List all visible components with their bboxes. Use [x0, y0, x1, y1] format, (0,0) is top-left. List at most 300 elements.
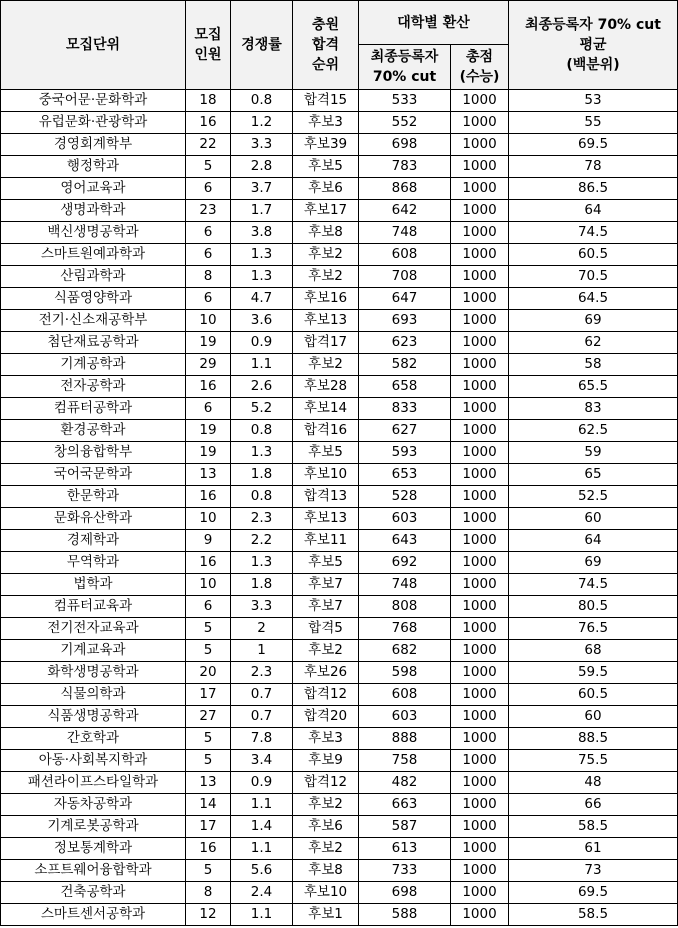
- cell-conv-cut: 647: [359, 288, 451, 310]
- cell-rank: 합격16: [293, 420, 359, 442]
- cell-conv-cut: 808: [359, 596, 451, 618]
- cell-rank: 후보6: [293, 816, 359, 838]
- table-row: [1, 816, 678, 838]
- cell-rate: 3.3: [231, 596, 293, 618]
- cell-quota: 16: [186, 376, 231, 398]
- table-row: [1, 596, 678, 618]
- cell-quota: 10: [186, 508, 231, 530]
- cell-rank: 후보2: [293, 266, 359, 288]
- cell-quota: 27: [186, 706, 231, 728]
- cell-unit: 영어교육과: [1, 178, 186, 200]
- cell-quota: 9: [186, 530, 231, 552]
- cell-avg: 80.5: [509, 596, 678, 618]
- cell-conv-cut: 733: [359, 860, 451, 882]
- cell-conv-cut: 758: [359, 750, 451, 772]
- cell-conv-cut: 888: [359, 728, 451, 750]
- cell-total: 1000: [451, 222, 509, 244]
- cell-avg: 68: [509, 640, 678, 662]
- cell-total: 1000: [451, 750, 509, 772]
- cell-rate: 4.7: [231, 288, 293, 310]
- cell-conv-cut: 698: [359, 134, 451, 156]
- cell-conv-cut: 587: [359, 816, 451, 838]
- table-row: [1, 332, 678, 354]
- cell-conv-cut: 682: [359, 640, 451, 662]
- cell-avg: 58: [509, 354, 678, 376]
- cell-total: 1000: [451, 464, 509, 486]
- cell-quota: 5: [186, 618, 231, 640]
- cell-avg: 64: [509, 530, 678, 552]
- cell-rank: 후보3: [293, 728, 359, 750]
- cell-avg: 64: [509, 200, 678, 222]
- cell-quota: 6: [186, 398, 231, 420]
- cell-rank: 후보2: [293, 244, 359, 266]
- cell-total: 1000: [451, 354, 509, 376]
- cell-unit: 건축공학과: [1, 882, 186, 904]
- header-unit: 모집단위: [1, 1, 186, 90]
- cell-quota: 6: [186, 244, 231, 266]
- cell-quota: 22: [186, 134, 231, 156]
- cell-rate: 3.8: [231, 222, 293, 244]
- table-row: [1, 684, 678, 706]
- cell-rate: 2.6: [231, 376, 293, 398]
- cell-unit: 전기전자교육과: [1, 618, 186, 640]
- table-row: [1, 574, 678, 596]
- cell-total: 1000: [451, 266, 509, 288]
- cell-rate: 7.8: [231, 728, 293, 750]
- cell-rank: 후보5: [293, 442, 359, 464]
- cell-avg: 74.5: [509, 574, 678, 596]
- cell-conv-cut: 608: [359, 244, 451, 266]
- cell-conv-cut: 693: [359, 310, 451, 332]
- cell-conv-cut: 533: [359, 90, 451, 112]
- cell-conv-cut: 582: [359, 354, 451, 376]
- table-row: [1, 860, 678, 882]
- cell-unit: 식품영양학과: [1, 288, 186, 310]
- cell-total: 1000: [451, 816, 509, 838]
- cell-rank: 후보39: [293, 134, 359, 156]
- table-row: [1, 200, 678, 222]
- cell-total: 1000: [451, 134, 509, 156]
- header-rate: 경쟁률: [231, 1, 293, 90]
- cell-quota: 8: [186, 266, 231, 288]
- cell-avg: 59.5: [509, 662, 678, 684]
- header-avg: 최종등록자 70% cut 평균 (백분위): [509, 1, 678, 90]
- cell-conv-cut: 653: [359, 464, 451, 486]
- cell-total: 1000: [451, 442, 509, 464]
- cell-rate: 1.8: [231, 464, 293, 486]
- cell-rate: 2.2: [231, 530, 293, 552]
- cell-avg: 73: [509, 860, 678, 882]
- table-header: [1, 1, 678, 90]
- table-row: [1, 134, 678, 156]
- cell-quota: 5: [186, 156, 231, 178]
- cell-total: 1000: [451, 332, 509, 354]
- cell-rank: 합격13: [293, 486, 359, 508]
- table-row: [1, 420, 678, 442]
- cell-rate: 3.7: [231, 178, 293, 200]
- cell-unit: 무역학과: [1, 552, 186, 574]
- cell-avg: 52.5: [509, 486, 678, 508]
- cell-total: 1000: [451, 244, 509, 266]
- table-row: [1, 794, 678, 816]
- cell-rank: 후보6: [293, 178, 359, 200]
- cell-rate: 5.6: [231, 860, 293, 882]
- cell-unit: 생명과학과: [1, 200, 186, 222]
- cell-avg: 69: [509, 310, 678, 332]
- cell-rate: 1.3: [231, 266, 293, 288]
- cell-rank: 합격15: [293, 90, 359, 112]
- cell-unit: 소프트웨어융합학과: [1, 860, 186, 882]
- cell-conv-cut: 748: [359, 222, 451, 244]
- table-row: [1, 486, 678, 508]
- cell-conv-cut: 833: [359, 398, 451, 420]
- cell-total: 1000: [451, 882, 509, 904]
- header-rank: 충원 합격 순위: [293, 1, 359, 90]
- cell-total: 1000: [451, 794, 509, 816]
- cell-avg: 74.5: [509, 222, 678, 244]
- table-row: [1, 728, 678, 750]
- cell-total: 1000: [451, 772, 509, 794]
- header-conv-group: 대학별 환산: [359, 1, 509, 45]
- cell-avg: 69.5: [509, 882, 678, 904]
- cell-avg: 55: [509, 112, 678, 134]
- cell-rank: 합격12: [293, 772, 359, 794]
- cell-rate: 0.9: [231, 772, 293, 794]
- cell-rank: 후보14: [293, 398, 359, 420]
- table-row: [1, 552, 678, 574]
- cell-unit: 환경공학과: [1, 420, 186, 442]
- cell-quota: 18: [186, 90, 231, 112]
- cell-unit: 유럽문화·관광학과: [1, 112, 186, 134]
- cell-quota: 16: [186, 552, 231, 574]
- cell-quota: 10: [186, 310, 231, 332]
- cell-total: 1000: [451, 904, 509, 926]
- cell-rank: 후보2: [293, 354, 359, 376]
- cell-total: 1000: [451, 200, 509, 222]
- table-row: [1, 662, 678, 684]
- cell-total: 1000: [451, 90, 509, 112]
- cell-rank: 후보9: [293, 750, 359, 772]
- table-row: [1, 376, 678, 398]
- cell-rate: 0.7: [231, 684, 293, 706]
- cell-rate: 2.4: [231, 882, 293, 904]
- cell-quota: 20: [186, 662, 231, 684]
- cell-conv-cut: 552: [359, 112, 451, 134]
- cell-total: 1000: [451, 596, 509, 618]
- cell-quota: 17: [186, 816, 231, 838]
- cell-total: 1000: [451, 376, 509, 398]
- cell-conv-cut: 783: [359, 156, 451, 178]
- cell-rate: 3.4: [231, 750, 293, 772]
- cell-rank: 후보2: [293, 838, 359, 860]
- cell-quota: 13: [186, 464, 231, 486]
- cell-conv-cut: 748: [359, 574, 451, 596]
- cell-quota: 12: [186, 904, 231, 926]
- cell-quota: 13: [186, 772, 231, 794]
- cell-total: 1000: [451, 310, 509, 332]
- cell-avg: 78: [509, 156, 678, 178]
- cell-rate: 1: [231, 640, 293, 662]
- cell-rate: 1.3: [231, 244, 293, 266]
- cell-avg: 75.5: [509, 750, 678, 772]
- cell-total: 1000: [451, 288, 509, 310]
- cell-total: 1000: [451, 530, 509, 552]
- cell-avg: 83: [509, 398, 678, 420]
- cell-unit: 전자공학과: [1, 376, 186, 398]
- cell-conv-cut: 588: [359, 904, 451, 926]
- cell-rate: 0.7: [231, 706, 293, 728]
- cell-quota: 23: [186, 200, 231, 222]
- cell-rate: 2.3: [231, 662, 293, 684]
- cell-rate: 1.2: [231, 112, 293, 134]
- cell-rank: 후보2: [293, 794, 359, 816]
- table-row: [1, 838, 678, 860]
- cell-unit: 백신생명공학과: [1, 222, 186, 244]
- cell-conv-cut: 482: [359, 772, 451, 794]
- table-row: [1, 442, 678, 464]
- cell-unit: 정보통계학과: [1, 838, 186, 860]
- cell-avg: 59: [509, 442, 678, 464]
- cell-unit: 아동·사회복지학과: [1, 750, 186, 772]
- cell-unit: 경제학과: [1, 530, 186, 552]
- cell-total: 1000: [451, 420, 509, 442]
- table-row: [1, 618, 678, 640]
- cell-rate: 1.4: [231, 816, 293, 838]
- cell-rate: 2.8: [231, 156, 293, 178]
- header-quota: 모집 인원: [186, 1, 231, 90]
- cell-unit: 간호학과: [1, 728, 186, 750]
- cell-avg: 86.5: [509, 178, 678, 200]
- cell-rate: 1.8: [231, 574, 293, 596]
- table-row: [1, 750, 678, 772]
- cell-rate: 1.7: [231, 200, 293, 222]
- cell-conv-cut: 768: [359, 618, 451, 640]
- cell-total: 1000: [451, 838, 509, 860]
- cell-unit: 국어국문학과: [1, 464, 186, 486]
- cell-avg: 58.5: [509, 816, 678, 838]
- cell-quota: 10: [186, 574, 231, 596]
- cell-quota: 19: [186, 420, 231, 442]
- cell-rate: 0.8: [231, 90, 293, 112]
- cell-rank: 후보7: [293, 574, 359, 596]
- cell-unit: 자동차공학과: [1, 794, 186, 816]
- cell-quota: 6: [186, 222, 231, 244]
- cell-unit: 전기·신소재공학부: [1, 310, 186, 332]
- table-row: [1, 772, 678, 794]
- table-row: [1, 706, 678, 728]
- cell-rank: 후보28: [293, 376, 359, 398]
- cell-rate: 0.8: [231, 486, 293, 508]
- cell-total: 1000: [451, 684, 509, 706]
- cell-total: 1000: [451, 508, 509, 530]
- cell-unit: 산림과학과: [1, 266, 186, 288]
- cell-rank: 합격5: [293, 618, 359, 640]
- cell-rate: 1.1: [231, 794, 293, 816]
- table-row: [1, 904, 678, 926]
- cell-unit: 기계공학과: [1, 354, 186, 376]
- cell-conv-cut: 603: [359, 508, 451, 530]
- cell-total: 1000: [451, 574, 509, 596]
- cell-conv-cut: 698: [359, 882, 451, 904]
- cell-unit: 중국어문·문화학과: [1, 90, 186, 112]
- cell-rate: 5.2: [231, 398, 293, 420]
- table-row: [1, 464, 678, 486]
- cell-quota: 14: [186, 794, 231, 816]
- cell-conv-cut: 658: [359, 376, 451, 398]
- cell-rank: 후보5: [293, 552, 359, 574]
- cell-avg: 70.5: [509, 266, 678, 288]
- cell-total: 1000: [451, 398, 509, 420]
- cell-rank: 후보7: [293, 596, 359, 618]
- cell-unit: 행정학과: [1, 156, 186, 178]
- table-row: [1, 354, 678, 376]
- cell-avg: 48: [509, 772, 678, 794]
- cell-conv-cut: 663: [359, 794, 451, 816]
- cell-avg: 88.5: [509, 728, 678, 750]
- cell-conv-cut: 598: [359, 662, 451, 684]
- cell-quota: 16: [186, 838, 231, 860]
- table-row: [1, 266, 678, 288]
- cell-rank: 후보11: [293, 530, 359, 552]
- cell-rank: 후보1: [293, 904, 359, 926]
- cell-conv-cut: 613: [359, 838, 451, 860]
- cell-rank: 후보13: [293, 508, 359, 530]
- cell-rank: 후보10: [293, 882, 359, 904]
- cell-quota: 19: [186, 332, 231, 354]
- cell-unit: 스마트원예과학과: [1, 244, 186, 266]
- cell-rank: 후보3: [293, 112, 359, 134]
- cell-rank: 후보5: [293, 156, 359, 178]
- cell-quota: 6: [186, 288, 231, 310]
- cell-total: 1000: [451, 552, 509, 574]
- cell-avg: 60.5: [509, 684, 678, 706]
- cell-unit: 경영회계학부: [1, 134, 186, 156]
- cell-rate: 2: [231, 618, 293, 640]
- cell-unit: 스마트센서공학과: [1, 904, 186, 926]
- cell-unit: 식품생명공학과: [1, 706, 186, 728]
- cell-quota: 29: [186, 354, 231, 376]
- table-row: [1, 882, 678, 904]
- cell-quota: 6: [186, 178, 231, 200]
- cell-total: 1000: [451, 860, 509, 882]
- table-row: [1, 156, 678, 178]
- cell-avg: 62: [509, 332, 678, 354]
- cell-rank: 후보8: [293, 222, 359, 244]
- cell-conv-cut: 603: [359, 706, 451, 728]
- cell-rank: 후보10: [293, 464, 359, 486]
- table-row: [1, 640, 678, 662]
- cell-unit: 컴퓨터공학과: [1, 398, 186, 420]
- cell-rank: 후보13: [293, 310, 359, 332]
- cell-conv-cut: 528: [359, 486, 451, 508]
- table-row: [1, 244, 678, 266]
- cell-rank: 후보2: [293, 640, 359, 662]
- cell-total: 1000: [451, 178, 509, 200]
- cell-unit: 창의융합학부: [1, 442, 186, 464]
- cell-unit: 기계교육과: [1, 640, 186, 662]
- table-row: [1, 310, 678, 332]
- header-total: 총점 (수능): [451, 45, 509, 90]
- cell-conv-cut: 708: [359, 266, 451, 288]
- table-row: [1, 222, 678, 244]
- table-row: [1, 508, 678, 530]
- cell-quota: 6: [186, 596, 231, 618]
- cell-rate: 1.1: [231, 904, 293, 926]
- table-row: [1, 288, 678, 310]
- cell-quota: 5: [186, 860, 231, 882]
- cell-rank: 합격12: [293, 684, 359, 706]
- header-conv-cut: 최종등록자 70% cut: [359, 45, 451, 90]
- cell-total: 1000: [451, 618, 509, 640]
- cell-avg: 65: [509, 464, 678, 486]
- cell-rate: 0.9: [231, 332, 293, 354]
- table-row: [1, 112, 678, 134]
- cell-conv-cut: 593: [359, 442, 451, 464]
- cell-unit: 패션라이프스타일학과: [1, 772, 186, 794]
- cell-rate: 1.3: [231, 442, 293, 464]
- table-row: [1, 90, 678, 112]
- cell-unit: 문화유산학과: [1, 508, 186, 530]
- cell-unit: 식물의학과: [1, 684, 186, 706]
- cell-avg: 53: [509, 90, 678, 112]
- table-row: [1, 178, 678, 200]
- cell-unit: 한문학과: [1, 486, 186, 508]
- cell-avg: 69: [509, 552, 678, 574]
- cell-avg: 65.5: [509, 376, 678, 398]
- cell-rate: 1.1: [231, 838, 293, 860]
- cell-avg: 76.5: [509, 618, 678, 640]
- cell-conv-cut: 642: [359, 200, 451, 222]
- cell-unit: 법학과: [1, 574, 186, 596]
- cell-avg: 60.5: [509, 244, 678, 266]
- cell-rate: 2.3: [231, 508, 293, 530]
- cell-rate: 3.6: [231, 310, 293, 332]
- cell-rank: 후보8: [293, 860, 359, 882]
- cell-quota: 5: [186, 728, 231, 750]
- cell-total: 1000: [451, 662, 509, 684]
- table-row: [1, 398, 678, 420]
- cell-quota: 8: [186, 882, 231, 904]
- cell-conv-cut: 623: [359, 332, 451, 354]
- cell-rank: 합격20: [293, 706, 359, 728]
- cell-avg: 60: [509, 706, 678, 728]
- cell-rate: 3.3: [231, 134, 293, 156]
- table-row: [1, 530, 678, 552]
- cell-avg: 62.5: [509, 420, 678, 442]
- cell-unit: 첨단재료공학과: [1, 332, 186, 354]
- cell-rate: 1.3: [231, 552, 293, 574]
- cell-quota: 19: [186, 442, 231, 464]
- cell-total: 1000: [451, 486, 509, 508]
- cell-rate: 0.8: [231, 420, 293, 442]
- cell-avg: 60: [509, 508, 678, 530]
- cell-avg: 64.5: [509, 288, 678, 310]
- cell-quota: 17: [186, 684, 231, 706]
- cell-conv-cut: 692: [359, 552, 451, 574]
- cell-quota: 16: [186, 486, 231, 508]
- cell-conv-cut: 643: [359, 530, 451, 552]
- cell-total: 1000: [451, 156, 509, 178]
- cell-unit: 화학생명공학과: [1, 662, 186, 684]
- cell-quota: 16: [186, 112, 231, 134]
- cell-total: 1000: [451, 640, 509, 662]
- cell-rank: 후보26: [293, 662, 359, 684]
- cell-total: 1000: [451, 728, 509, 750]
- cell-conv-cut: 627: [359, 420, 451, 442]
- cell-quota: 5: [186, 750, 231, 772]
- cell-avg: 69.5: [509, 134, 678, 156]
- cell-avg: 58.5: [509, 904, 678, 926]
